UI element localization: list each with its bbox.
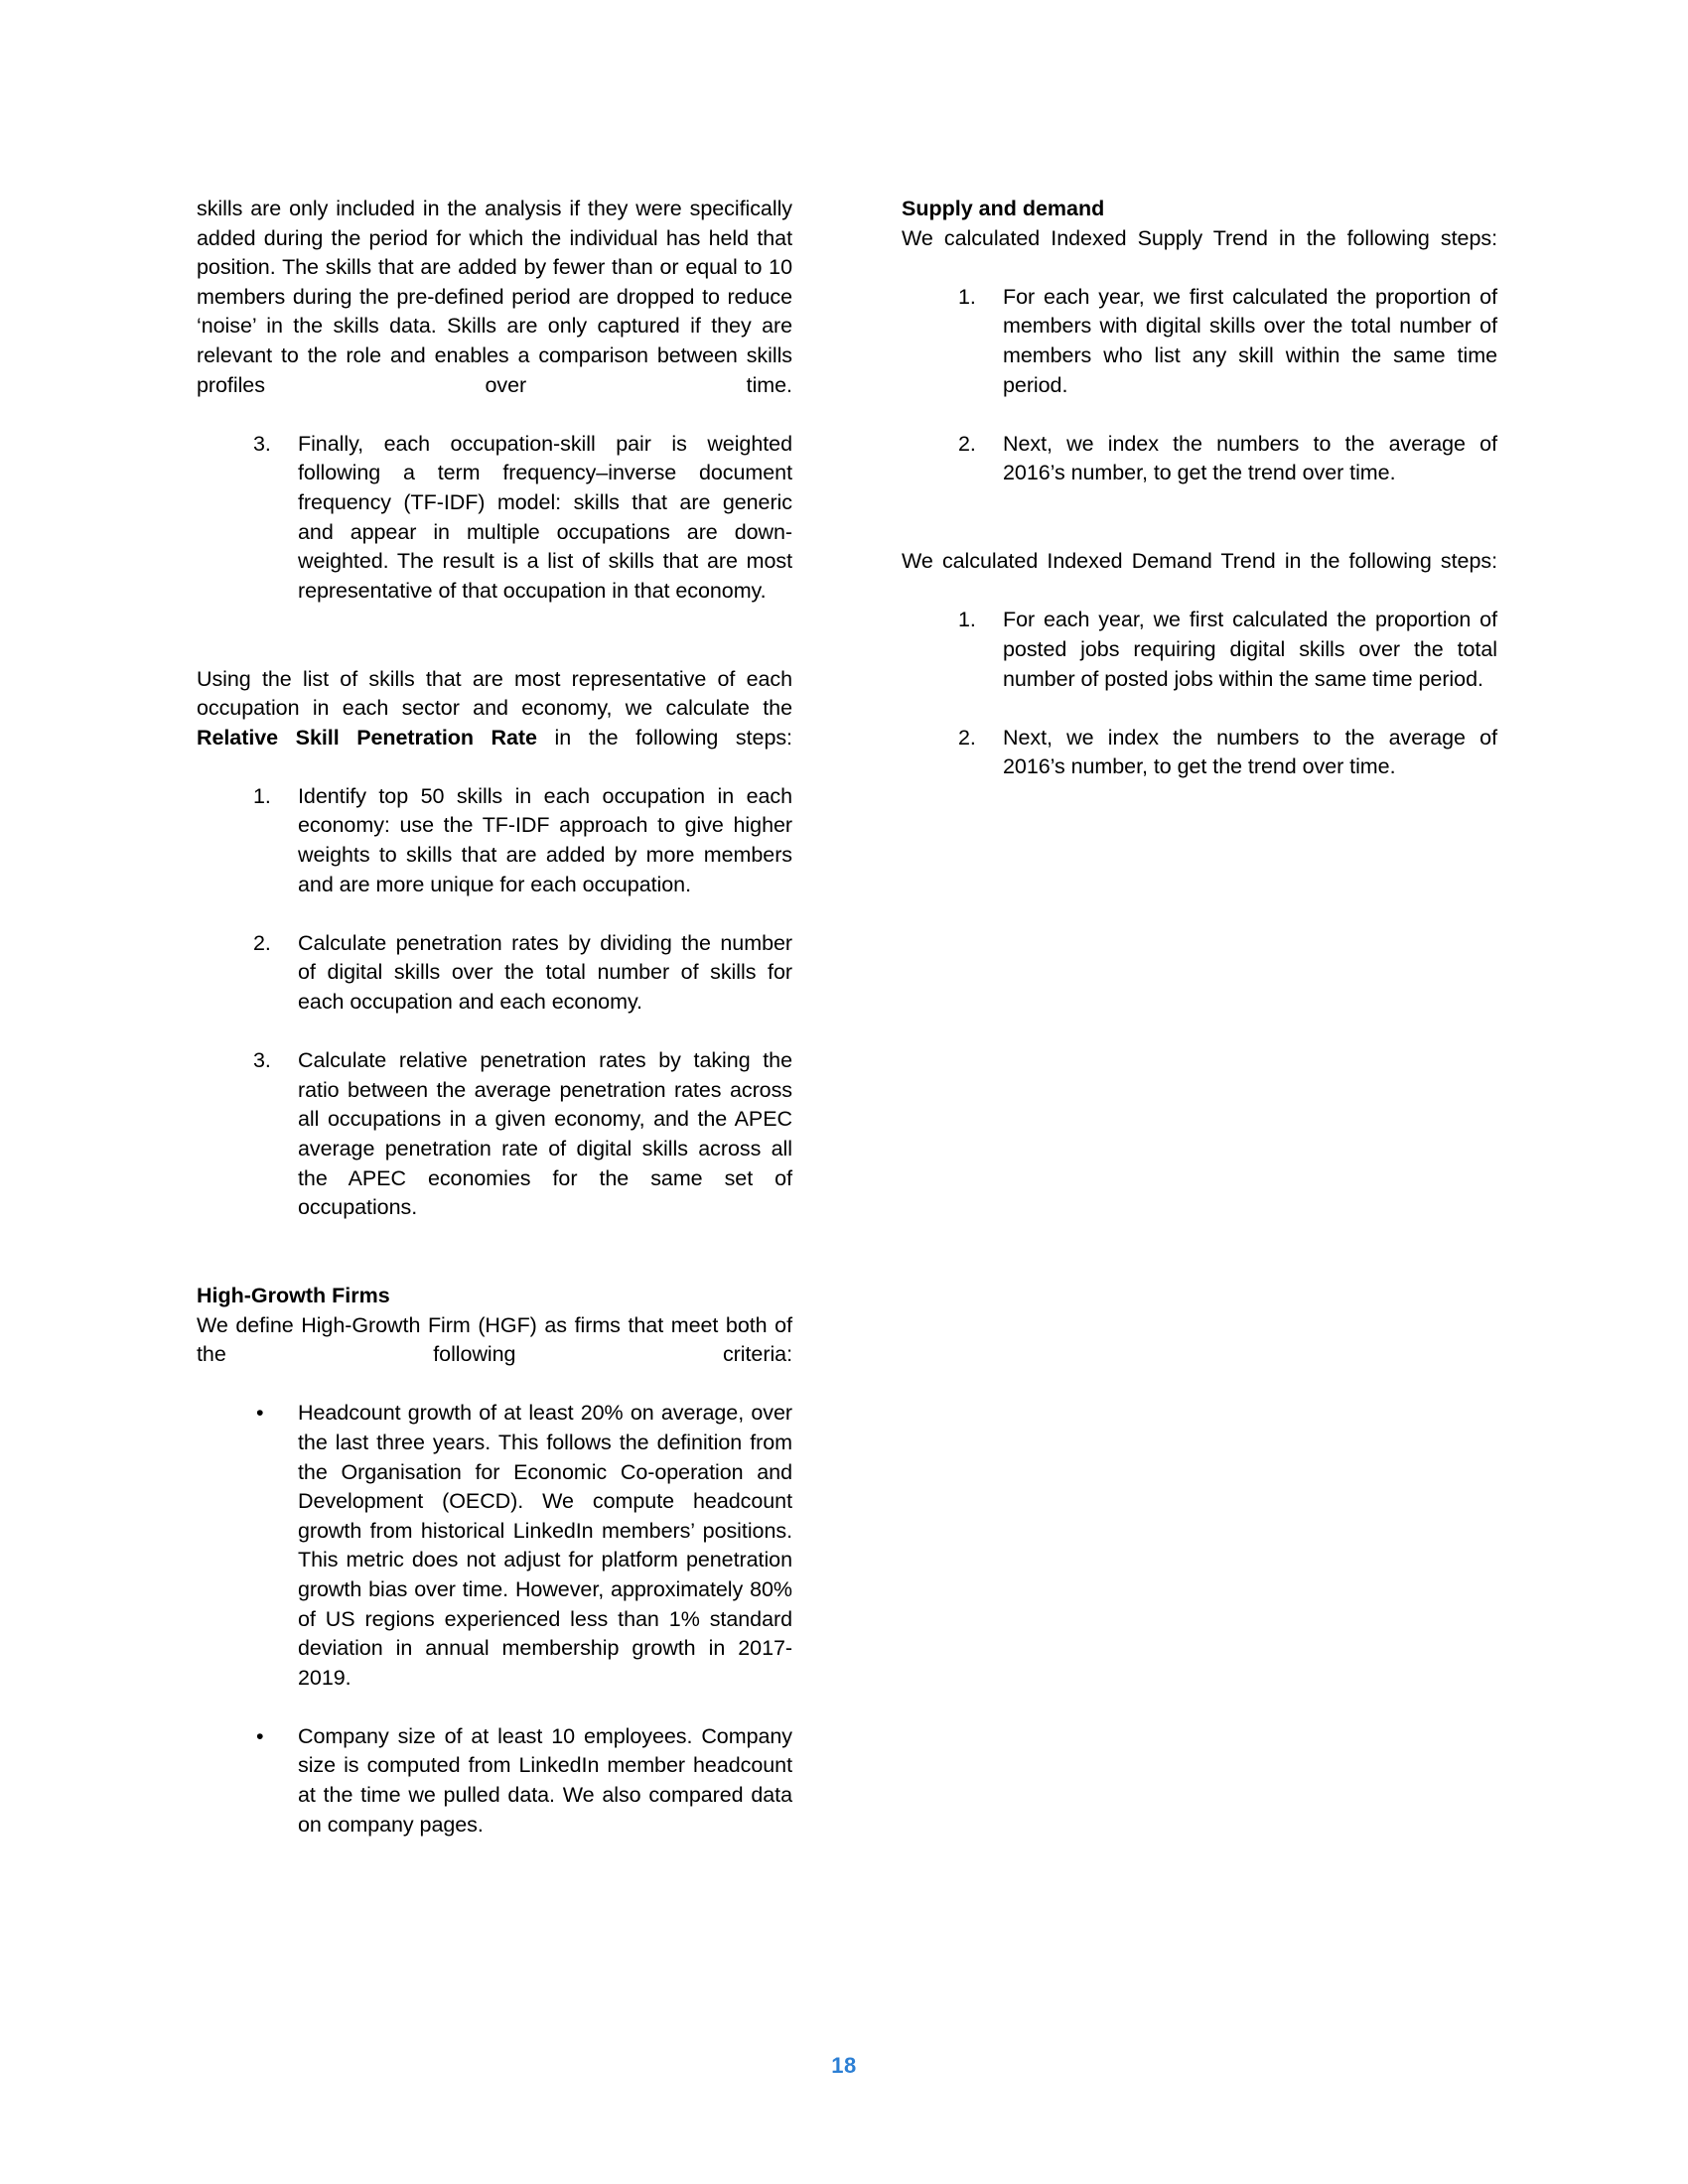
list-marker: 1. bbox=[253, 783, 271, 808]
supply-trend-numbered-list bbox=[902, 283, 1497, 518]
paragraph-spacer bbox=[197, 635, 792, 665]
list-item bbox=[902, 283, 1497, 430]
list-item bbox=[197, 1722, 792, 1869]
list-item-text: For each year, we first calculated the proportion of posted jobs requiring digital skills over the total number of posted jobs within the same time period. bbox=[1003, 608, 1497, 691]
left-column bbox=[197, 195, 792, 1869]
continued-numbered-list bbox=[197, 430, 792, 635]
paragraph-spacer bbox=[902, 518, 1497, 548]
two-column-content bbox=[197, 195, 1497, 1869]
list-item-text: For each year, we first calculated the proportion of members with digital skills over the total number of members who list any skill within the same time period. bbox=[1003, 284, 1497, 397]
bullet-icon: • bbox=[256, 1401, 264, 1426]
continued-paragraph: skills are only included in the analysis if they were specifically added during the period for which the individual has held that position. The skills that are added by fewer than or equal to 10 members during the pre-defined period are dropped to reduce ‘noise’ in the skills data. Skills are only captured if they are relevant to the role and enables a comparison between skills profiles over time. bbox=[197, 197, 792, 397]
bullet-icon: • bbox=[256, 1723, 264, 1748]
intro-before-bold: Using the list of skills that are most representative of each occupation in each sector and economy, we calculate the bbox=[197, 666, 792, 721]
indexed-demand-trend-paragraph: We calculated Indexed Demand Trend in the following steps: bbox=[902, 549, 1497, 574]
intro-after-bold: in the following steps: bbox=[536, 725, 792, 750]
list-item-text: Next, we index the numbers to the average of 2016’s number, to get the trend over time. bbox=[1003, 725, 1497, 779]
list-item-text: Company size of at least 10 employees. Company size is computed from LinkedIn member headcount at the time we pulled data. We also compared data on company pages. bbox=[298, 1723, 792, 1837]
demand-trend-numbered-list bbox=[902, 606, 1497, 811]
list-item-text: Headcount growth of at least 20% on average, over the last three years. This follows the definition from the Organisation for Economic Co-operation and Development (OECD). We compute headcount growth from historical LinkedIn members’ positions. This metric does not adjust for platform penetration growth bias over time. However, approximately 80% of US regions experienced less than 1% standard deviation in annual membership growth in 2017-2019. bbox=[298, 1401, 792, 1690]
list-marker: 2. bbox=[958, 431, 976, 456]
list-item bbox=[197, 430, 792, 635]
paragraph-spacer bbox=[197, 1252, 792, 1282]
list-marker: 2. bbox=[253, 930, 271, 955]
list-item bbox=[197, 1046, 792, 1252]
indexed-supply-trend-paragraph: We calculated Indexed Supply Trend in the following steps: bbox=[902, 225, 1497, 250]
list-item bbox=[197, 782, 792, 929]
list-item-text: Next, we index the numbers to the average of 2016’s number, to get the trend over time. bbox=[1003, 431, 1497, 485]
list-item bbox=[902, 430, 1497, 518]
list-marker: 1. bbox=[958, 284, 976, 309]
high-growth-firms-heading: High-Growth Firms bbox=[197, 1283, 390, 1307]
list-item bbox=[902, 724, 1497, 812]
high-growth-firms-criteria-list bbox=[197, 1399, 792, 1869]
list-item bbox=[197, 929, 792, 1046]
list-marker: 3. bbox=[253, 1048, 271, 1073]
relative-skill-penetration-paragraph bbox=[197, 665, 792, 782]
list-item bbox=[197, 1399, 792, 1722]
relative-skill-penetration-rate-term: Relative Skill Penetration Rate bbox=[197, 725, 537, 750]
list-marker: 2. bbox=[958, 725, 976, 750]
list-item-text: Finally, each occupation-skill pair is weighted following a term frequency–inverse document frequency (TF-IDF) model: skills that are generic and appear in multiple occupations are down-weighted. The result is a list of skills that are most representative of that occupation in that economy. bbox=[298, 431, 792, 603]
supply-and-demand-heading: Supply and demand bbox=[902, 197, 1105, 220]
list-item bbox=[902, 606, 1497, 723]
penetration-numbered-list bbox=[197, 782, 792, 1253]
list-item-text: Calculate relative penetration rates by taking the ratio between the average penetration rates across all occupations in a given economy, and the APEC average penetration rate of digital skills across all the APEC economies for the same set of occupations. bbox=[298, 1048, 792, 1220]
list-marker: 1. bbox=[958, 608, 976, 632]
list-marker: 3. bbox=[253, 431, 271, 456]
page-number: 18 bbox=[831, 2053, 857, 2078]
list-item-text: Identify top 50 skills in each occupation in each economy: use the TF-IDF approach to give higher weights to skills that are added by more members and are more unique for each occupation. bbox=[298, 783, 792, 896]
right-column bbox=[902, 195, 1497, 1869]
high-growth-firms-paragraph: We define High-Growth Firm (HGF) as firms that meet both of the following criteria: bbox=[197, 1312, 792, 1367]
list-item-text: Calculate penetration rates by dividing the number of digital skills over the total number of skills for each occupation and each economy. bbox=[298, 930, 792, 1015]
